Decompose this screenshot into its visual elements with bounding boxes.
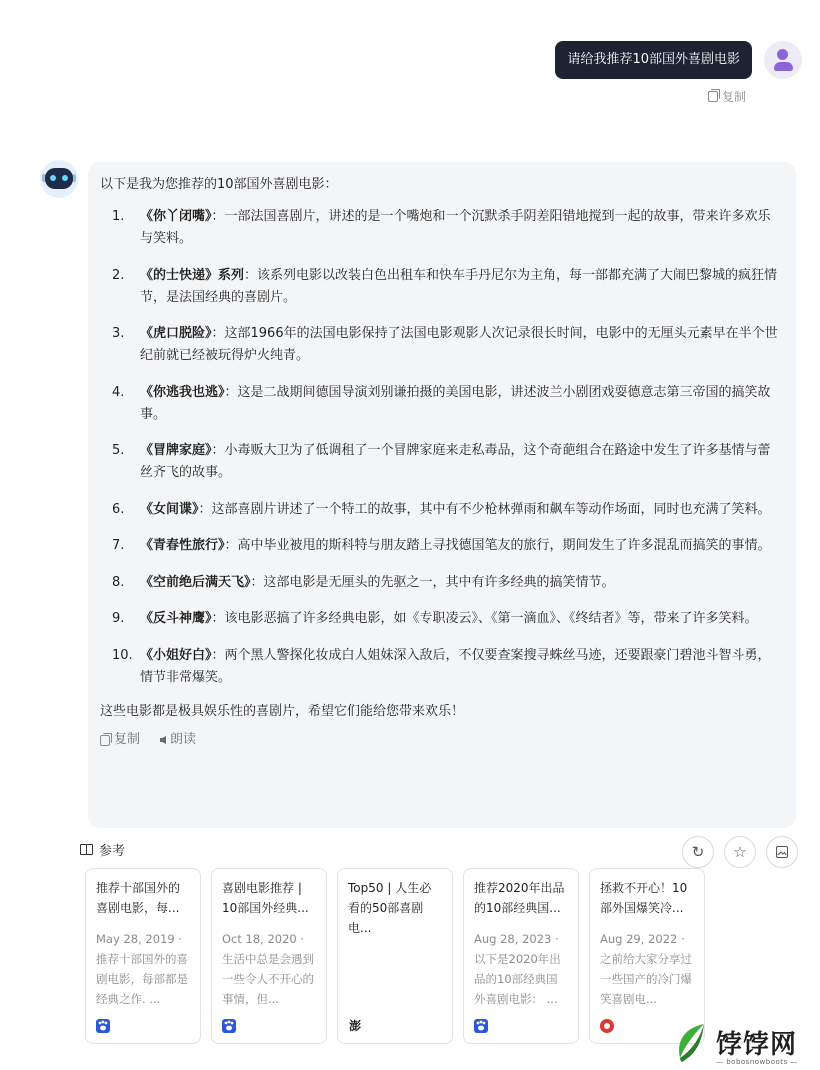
item-text bbox=[140, 572, 784, 594]
movie-description: ：这部1966年的法国电影保持了法国电影观影人次记录很长时间，电影中的无厘头元素早在半个世纪前就已经被玩得炉火纯青。 bbox=[140, 326, 778, 363]
assistant-answer bbox=[88, 162, 796, 828]
read-aloud-button[interactable] bbox=[160, 729, 196, 751]
reference-card[interactable] bbox=[85, 868, 201, 1044]
reference-card-date: May 28, 2019 · bbox=[96, 932, 182, 946]
user-copy-button[interactable] bbox=[708, 88, 746, 105]
item-number: 3. bbox=[112, 326, 125, 341]
user-avatar-icon[interactable] bbox=[764, 41, 802, 79]
reference-card-snippet: 推荐十部国外的喜剧电影，每部都是经典之作. ... bbox=[96, 952, 188, 1006]
answer-copy-button[interactable] bbox=[100, 729, 140, 751]
answer-intro: 以下是我为您推荐的10部国外喜剧电影： bbox=[100, 177, 338, 192]
user-message-row bbox=[555, 41, 802, 79]
item-number: 4. bbox=[112, 384, 125, 400]
bot-eye-left bbox=[50, 175, 56, 181]
reference-card-title: Top50 | 人生必看的50部喜剧电... bbox=[348, 881, 432, 935]
avatar-head bbox=[777, 49, 788, 60]
copy-icon bbox=[100, 735, 110, 746]
movie-description: ：该系列电影以改装白色出租车和快车手丹尼尔为主角，每一部都充满了大闹巴黎城的疯狂情节，是法国经典的喜剧片。 bbox=[140, 267, 778, 305]
recommendation-item bbox=[100, 535, 784, 557]
image-icon bbox=[776, 846, 788, 858]
movie-title: 《反斗神鹰》 bbox=[140, 611, 212, 626]
item-text bbox=[140, 206, 784, 250]
leaf-logo-icon bbox=[674, 1022, 710, 1066]
movie-description: ：两个黑人警探化妆成白人姐妹深入敌后，不仅要查案搜寻蛛丝马迹，还要跟豪门碧池斗智斗勇，情节非常爆笑。 bbox=[140, 647, 771, 685]
item-number: 5. bbox=[112, 443, 125, 458]
reference-card-date: Aug 28, 2023 · bbox=[474, 932, 559, 946]
reference-card-title: 推荐十部国外的喜剧电影，每... bbox=[96, 881, 181, 915]
item-text bbox=[140, 265, 784, 309]
movie-description: ：高中毕业被甩的斯科特与朋友踏上寻找德国笔友的旅行，期间发生了许多混乱而搞笑的事情。 bbox=[224, 538, 771, 553]
item-number: 9. bbox=[112, 611, 125, 626]
baidu-paw-icon bbox=[96, 1019, 110, 1033]
references-header bbox=[80, 840, 125, 859]
reference-card-date: Oct 18, 2020 · bbox=[222, 932, 305, 946]
avatar-body bbox=[774, 62, 793, 71]
movie-title: 《你丫闭嘴》 bbox=[140, 209, 212, 224]
recommendation-item bbox=[100, 206, 784, 250]
reference-card-snippet: 以下是2020年出品的10部经典国外喜剧电影： ... bbox=[474, 952, 561, 1006]
item-text bbox=[140, 535, 784, 557]
reference-card-snippet: 生活中总是会遇到一些令人不开心的事情，但... bbox=[222, 952, 314, 1006]
reference-card-snippet: 之前给大家分享过一些国产的冷门爆笑喜剧电... bbox=[600, 952, 692, 1006]
reference-card-title: 推荐2020年出品的10部经典国... bbox=[474, 881, 565, 915]
movie-description: ：小毒贩大卫为了低调租了一个冒牌家庭来走私毒品，这个奇葩组合在路途中发生了许多基情与蕾丝齐飞的故事。 bbox=[140, 443, 771, 480]
movie-description: ：这部喜剧片讲述了一个特工的故事，其中有不少枪林弹雨和飙车等动作场面，同时也充满了笑料。 bbox=[198, 501, 771, 517]
red-circle-icon bbox=[600, 1019, 614, 1033]
movie-title: 《空前绝后满天飞》 bbox=[140, 574, 251, 590]
item-text bbox=[140, 499, 784, 521]
item-number: 8. bbox=[112, 574, 125, 590]
movie-title: 《的士快递》系列 bbox=[140, 267, 245, 283]
item-text bbox=[140, 608, 784, 630]
baidu-paw-icon bbox=[222, 1019, 236, 1033]
bot-eye-right bbox=[62, 175, 68, 181]
reference-card-title: 拯救不开心！10部外国爆笑冷... bbox=[600, 881, 688, 915]
movie-description: ：一部法国喜剧片，讲述的是一个嘴炮和一个沉默杀手阴差阳错地搅到一起的故事，带来许多欢乐与笑料。 bbox=[140, 209, 771, 246]
item-text bbox=[140, 645, 784, 689]
read-aloud-label: 朗读 bbox=[170, 732, 197, 747]
answer-outro: 这些电影都是极具娱乐性的喜剧片，希望它们能给您带来欢乐！ bbox=[100, 704, 465, 719]
watermark-subtext: — bobosnowboots — bbox=[716, 1058, 798, 1066]
recommendation-item bbox=[100, 265, 784, 309]
recommendation-item bbox=[100, 440, 784, 484]
reference-card-snippet bbox=[348, 930, 442, 990]
reference-card[interactable] bbox=[211, 868, 327, 1044]
recommendation-item bbox=[100, 499, 784, 521]
bot-face bbox=[45, 168, 73, 189]
item-text bbox=[140, 323, 784, 367]
item-number: 1. bbox=[112, 209, 125, 224]
recommendation-item bbox=[100, 382, 784, 426]
baidu-paw-icon bbox=[474, 1019, 488, 1033]
item-text bbox=[140, 440, 784, 484]
reference-card-title: 喜剧电影推荐 | 10部国外经典... bbox=[222, 881, 309, 915]
answer-actions bbox=[100, 729, 784, 751]
recommendation-item bbox=[100, 608, 784, 630]
bot-avatar-icon bbox=[40, 160, 78, 198]
recommendation-item bbox=[100, 572, 784, 594]
reference-card-date: Aug 29, 2022 · bbox=[600, 932, 685, 946]
book-icon bbox=[80, 844, 93, 855]
references-title: 参考 bbox=[99, 844, 126, 859]
recommendation-list bbox=[100, 206, 784, 689]
star-icon: ☆ bbox=[733, 843, 747, 861]
refresh-button[interactable] bbox=[682, 836, 714, 868]
movie-description: ：该电影恶搞了许多经典电影，如《专职凌云》、《第一滴血》、《终结者》等，带来了许多笑料。 bbox=[211, 611, 758, 626]
item-number: 2. bbox=[112, 267, 125, 283]
thepaper-icon: 澎 bbox=[348, 1019, 361, 1033]
reference-card[interactable] bbox=[463, 868, 579, 1044]
movie-title: 《虎口脱险》 bbox=[140, 326, 212, 341]
image-button[interactable] bbox=[766, 836, 798, 868]
item-number: 6. bbox=[112, 501, 125, 517]
movie-title: 《冒牌家庭》 bbox=[140, 443, 212, 458]
recommendation-item bbox=[100, 323, 784, 367]
favorite-button[interactable] bbox=[724, 836, 756, 868]
reference-card[interactable] bbox=[337, 868, 453, 1044]
refresh-icon: ↻ bbox=[691, 843, 705, 861]
recommendation-item bbox=[100, 645, 784, 689]
movie-description: ：这部电影是无厘头的先驱之一，其中有许多经典的搞笑情节。 bbox=[250, 574, 615, 590]
copy-icon bbox=[708, 91, 718, 102]
item-number: 10. bbox=[112, 647, 133, 663]
site-watermark bbox=[670, 1018, 820, 1070]
user-message-bubble: 请给我推荐10部国外喜剧电影 bbox=[555, 41, 752, 79]
item-text bbox=[140, 382, 784, 426]
movie-title: 《青春性旅行》 bbox=[140, 538, 225, 553]
watermark-text: 饽饽网 bbox=[716, 1030, 798, 1060]
movie-title: 《女间谍》 bbox=[140, 501, 199, 517]
item-number: 7. bbox=[112, 538, 125, 553]
user-copy-label: 复制 bbox=[722, 90, 747, 104]
speaker-icon bbox=[160, 736, 166, 744]
movie-title: 《小姐好白》 bbox=[140, 647, 212, 663]
movie-description: ：这是二战期间德国导演刘别谦拍摄的美国电影，讲述波兰小剧团戏耍德意志第三帝国的搞笑故事。 bbox=[140, 384, 771, 422]
movie-title: 《你逃我也逃》 bbox=[140, 384, 225, 400]
answer-copy-label: 复制 bbox=[114, 732, 141, 747]
